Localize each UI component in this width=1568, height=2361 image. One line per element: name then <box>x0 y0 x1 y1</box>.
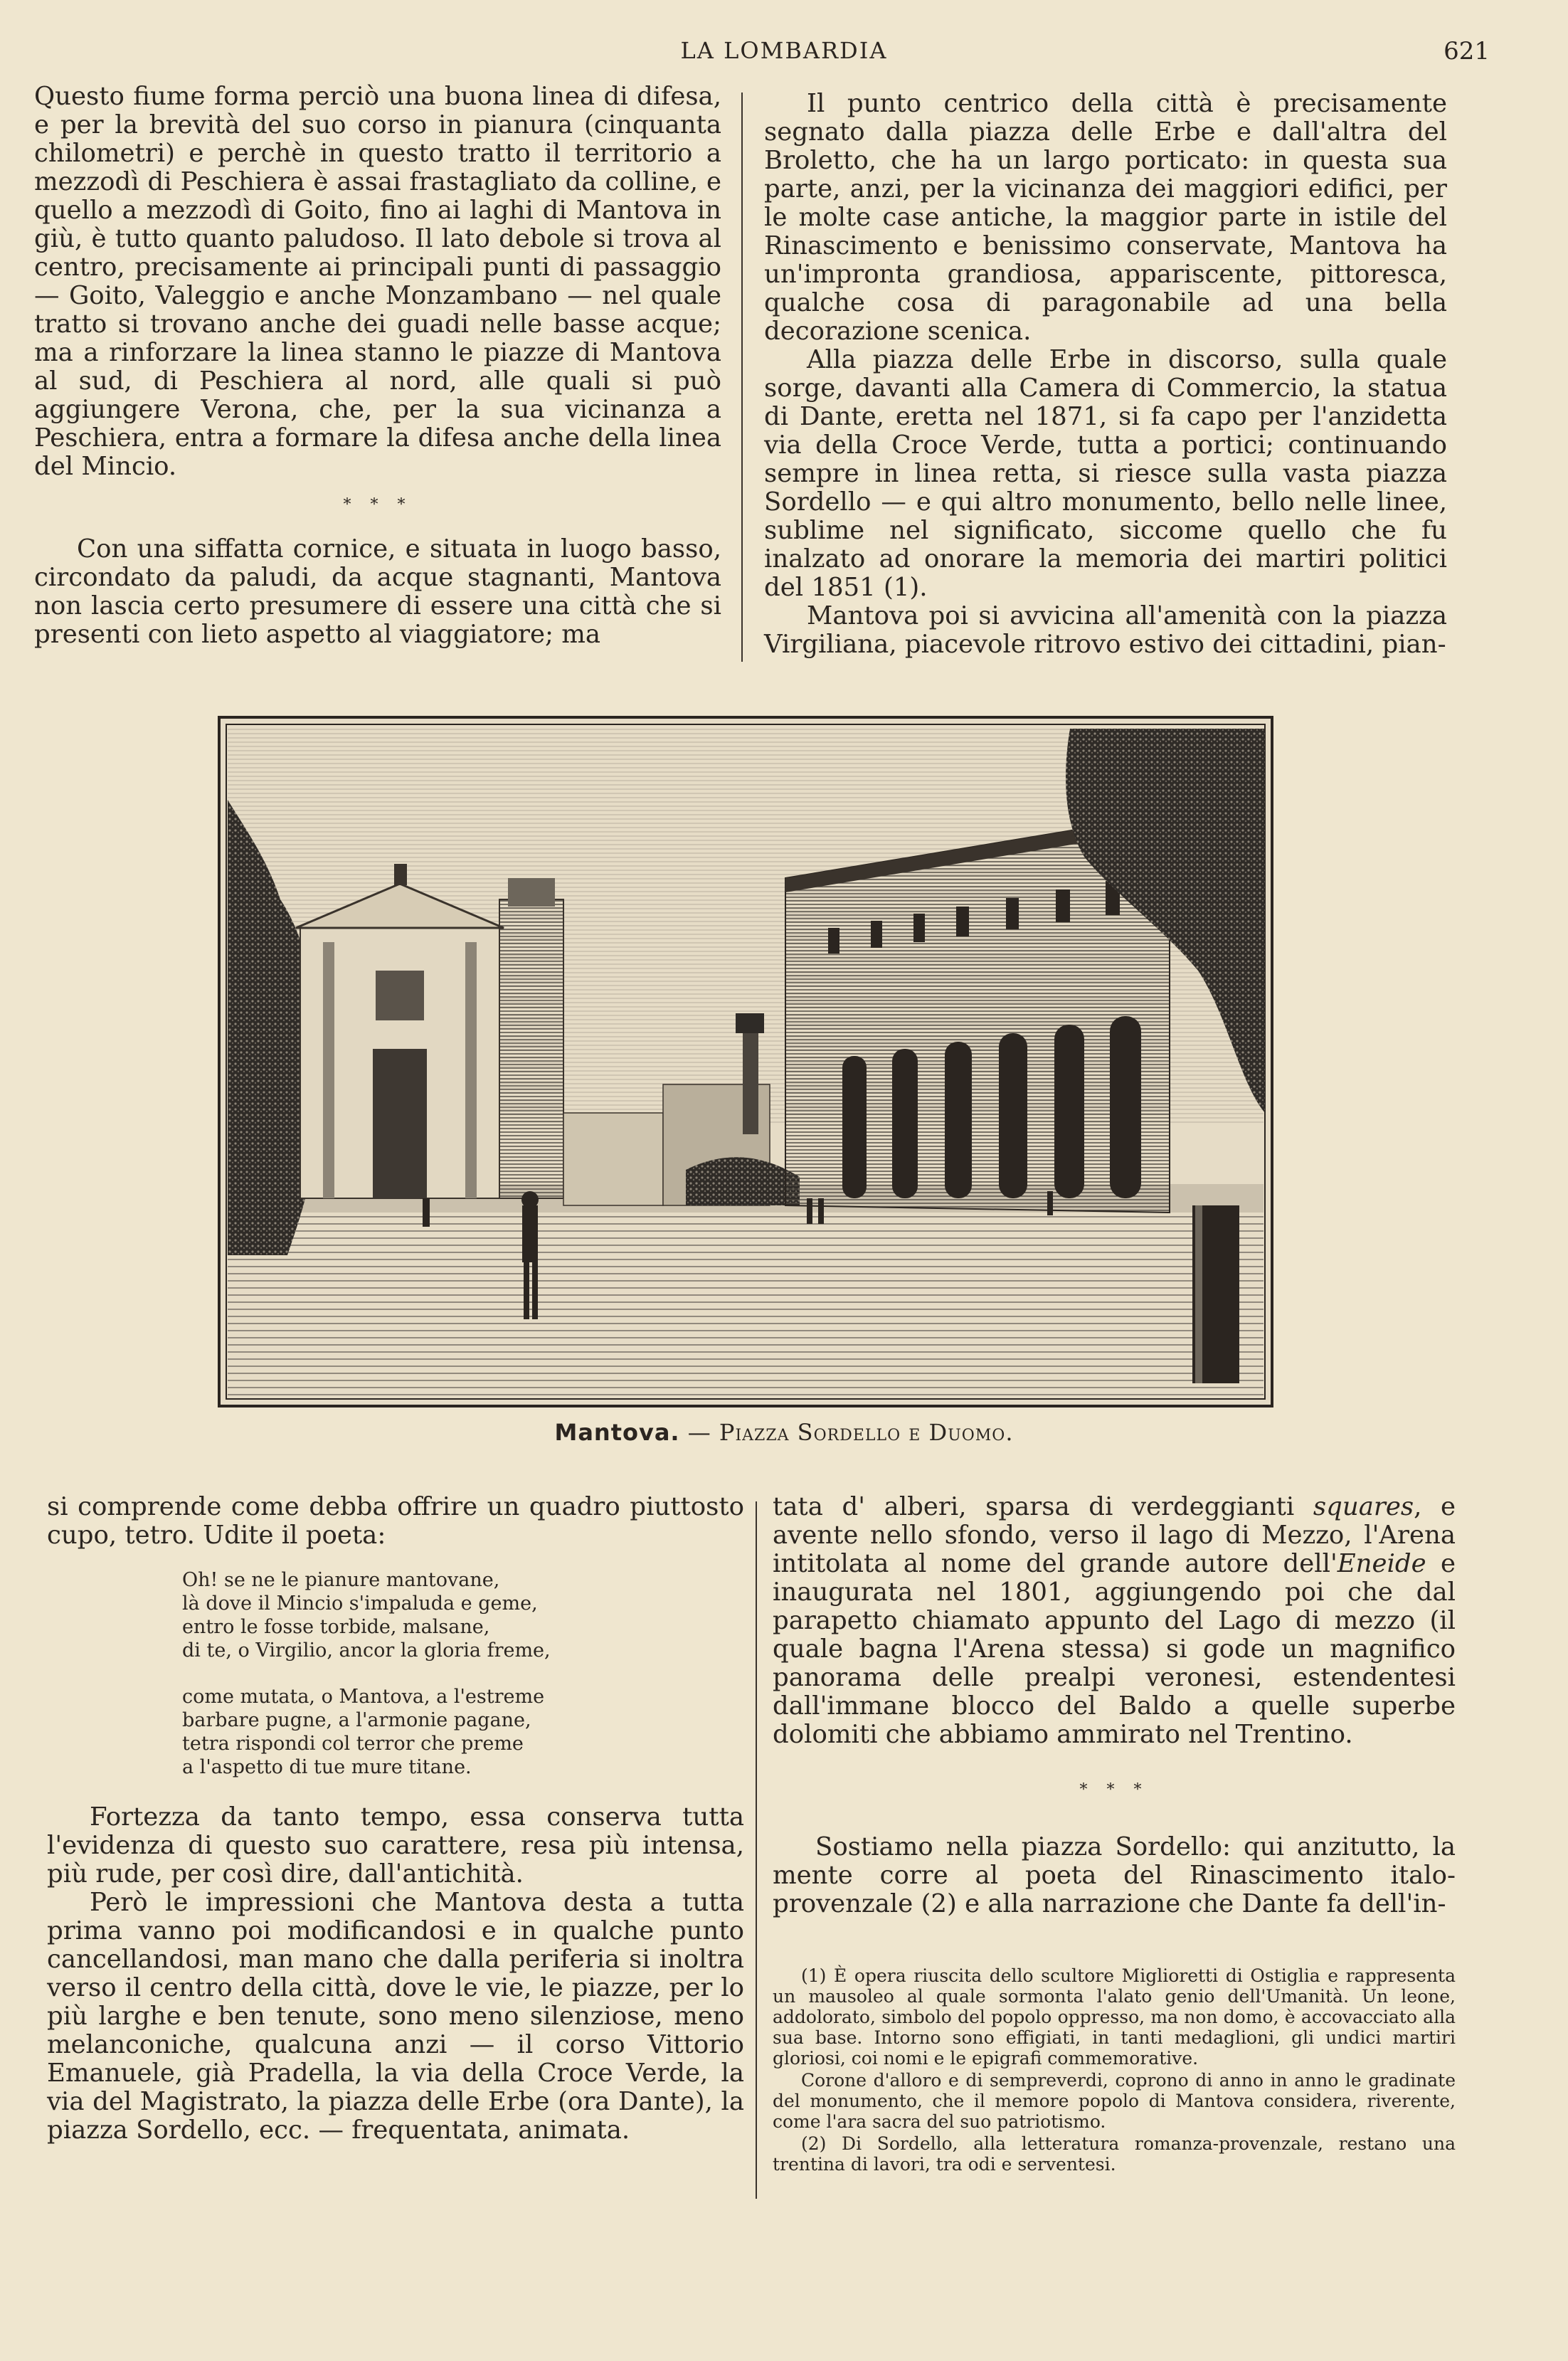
paragraph: Mantova poi si avvicina all'amenità con la piazza Virgiliana, piacevole ritrovo estivo dei cittadini, pian- <box>764 601 1447 659</box>
verse-line: là dove il Mincio s'impaluda e geme, <box>182 1593 538 1615</box>
paragraph: si comprende come debba offrire un quadro piuttosto cupo, tetro. Udite il poeta: <box>47 1492 744 1550</box>
italic-term: Eneide <box>1337 1549 1426 1578</box>
footnote: (1) È opera riuscita dello scultore Miglioretti di Ostiglia e rappresenta un mausoleo al quale sormonta l'alato genio dell'Umanità. Un leone, addolorato, simbolo del popolo oppresso, ma non domo, è accovacciato alla sua base. Intorno sono effigiati, in tanti medaglioni, gli undici martiri gloriosi, coi nomi e le epigrafi commemorative. <box>773 1965 1456 2069</box>
italic-term: squares <box>1313 1492 1414 1521</box>
running-head: LA LOMBARDIA <box>680 37 888 64</box>
column-bottom-left <box>47 1493 744 2145</box>
paragraph: Alla piazza delle Erbe in discorso, sulla quale sorge, davanti alla Camera di Commercio, la statua di Dante, eretta nel 1871, si fa capo per l'anzidetta via della Croce Verde, tutta a portici; continuando sempre in linea retta, si riesce sulla vasta piazza Sordello — e qui altro monumento, bello nelle linee, sublime nel significato, siccome quello che fu inalzato ad onorare la memoria dei martiri politici del 1851 (1). <box>764 345 1447 602</box>
column-top-left <box>34 83 721 649</box>
asterism: * * * <box>343 496 413 514</box>
column-divider <box>756 1501 757 2199</box>
asterism: * * * <box>1079 1781 1149 1799</box>
footnote: Corone d'alloro e di sempreverdi, coprono di anno in anno le gradinate del monumento, che il memore popolo di Mantova considera, riverente, come l'ara sacra del suo patriotismo. <box>773 2070 1456 2132</box>
engraving-piazza-sordello <box>216 714 1275 1409</box>
paragraph: Questo fiume forma perciò una buona linea di difesa, e per la brevità del suo corso in pianura (cinquanta chilometri) e perchè in questo tratto il territorio a mezzodì di Peschiera è assai frastagliato da colline, e quello a mezzodì di Goito, fino ai laghi di Mantova in giù, è tutto quanto paludoso. Il lato debole si trova al centro, precisamente ai principali punti di passaggio — Goito, Valeggio e anche Monzambano — nel quale tratto si trovano anche dei guadi nelle basse acque; ma a rinforzare la linea stanno le piazze di Mantova al sud, di Peschiera al nord, alle quali si può aggiungere Verona, che, per la sua vicinanza a Peschiera, entra a formare la difesa anche della linea del Mincio. <box>34 82 721 481</box>
verse-line: barbare pugne, a l'armonie pagane, <box>182 1709 531 1731</box>
page-header <box>0 37 1568 80</box>
caption-title: Piazza Sordello e Duomo. <box>719 1419 1014 1446</box>
paragraph: Il punto centrico della città è precisamente segnato dalla piazza delle Erbe e dall'altra del Broletto, che ha un largo porticato: in questa sua parte, anzi, per la vicinanza dei maggiori edifici, per le molte case antiche, la maggior parte in istile del Rinascimento e benissimo conservate, Mantova ha un'impronta grandiosa, appariscente, pittoresca, qualche cosa di paragonabile ad una bella decorazione scenica. <box>764 89 1447 346</box>
verse-line: tetra rispondi col terror che preme <box>182 1733 524 1755</box>
column-divider <box>741 93 743 662</box>
paragraph: Però le impressioni che Mantova desta a tutta prima vanno poi modificandosi e in qualche punto cancellandosi, man mano che dalla periferia si inoltra verso il centro della città, dove le vie, le piazze, per lo più larghe e ben tenute, sono meno silenziose, meno melanconiche, qualcuna anzi — il corso Vittorio Emanuele, già Pradella, la via della Croce Verde, la via del Magistrato, la piazza delle Erbe (ora Dante), la piazza Sordello, ecc. — frequentata, animata. <box>47 1888 744 2145</box>
verse-line: come mutata, o Mantova, a l'estreme <box>182 1686 545 1708</box>
paragraph: Sostiamo nella piazza Sordello: qui anzitutto, la mente corre al poeta del Rinascimento italo-provenzale (2) e alla narrazione che Dante fa dell'in- <box>773 1832 1456 1918</box>
engraving-illustration <box>216 714 1275 1409</box>
column-bottom-right <box>773 1493 1456 2176</box>
verse-line: a l'aspetto di tue mure titane. <box>182 1756 472 1778</box>
text-run: tata d' alberi, sparsa di verdeggianti <box>773 1492 1313 1521</box>
verse-line: di te, o Virgilio, ancor la gloria freme, <box>182 1639 551 1662</box>
poem-stanza <box>182 1568 744 1662</box>
verse-line: entro le fosse torbide, malsane, <box>182 1616 490 1638</box>
figure-caption <box>0 1419 1568 1446</box>
column-top-right <box>764 90 1447 659</box>
page-number: 621 <box>1443 37 1490 65</box>
verse-line: Oh! se ne le pianure mantovane, <box>182 1569 500 1591</box>
footnote: (2) Di Sordello, alla letteratura romanza-provenzale, restano una trentina di lavori, tra odi e serventesi. <box>773 2133 1456 2175</box>
poem-stanza <box>182 1685 744 1779</box>
text-run: , e avente nello sfondo, verso il lago di Mezzo, l'Arena intitolata al nome del grande autore dell' <box>773 1492 1456 1578</box>
caption-separator: — <box>679 1419 719 1446</box>
text-run: e inaugurata nel 1801, aggiungendo poi che dal parapetto chiamato appunto del Lago di mezzo (il quale bagna l'Arena stessa) si gode un magnifico panorama delle prealpi veronesi, estendentesi dall'immane blocco del Baldo a quelle superbe dolomiti che abbiamo ammirato nel Trentino. <box>773 1549 1456 1749</box>
paragraph: Con una siffatta cornice, e situata in luogo basso, circondato da paludi, da acque stagnanti, Mantova non lascia certo presumere di essere una città che si presenti con lieto aspetto al viaggiatore; ma <box>34 534 721 649</box>
paragraph: Fortezza da tanto tempo, essa conserva tutta l'evidenza di questo suo carattere, resa più intensa, più rude, per così dire, dall'antichità. <box>47 1802 744 1889</box>
paragraph <box>773 1493 1456 1749</box>
footnotes <box>773 1965 1456 2175</box>
poem <box>182 1568 744 1779</box>
caption-city: Mantova. <box>554 1419 680 1446</box>
